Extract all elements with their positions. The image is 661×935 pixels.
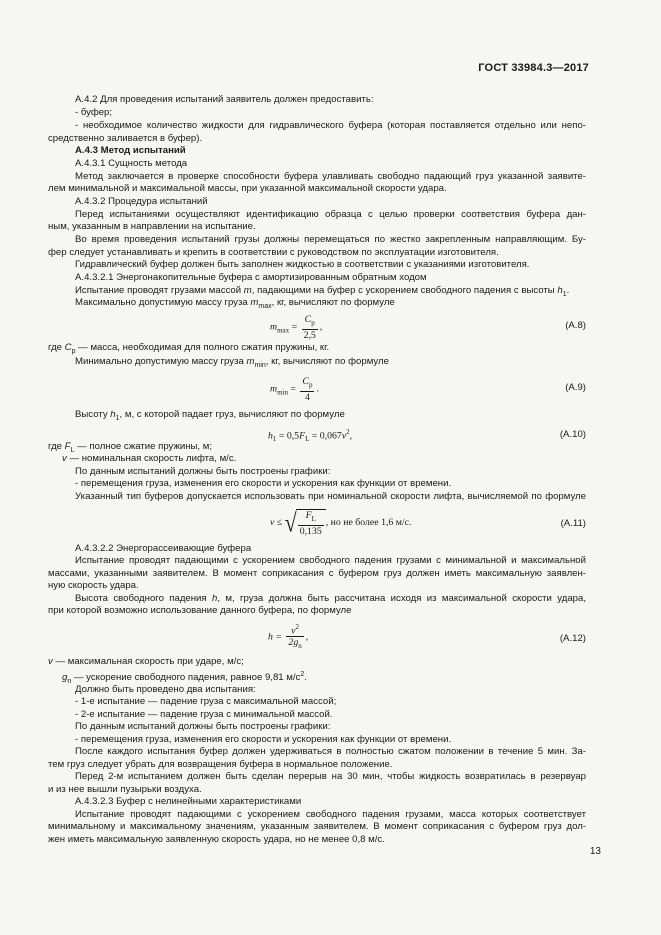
- equation-number: (А.8): [565, 320, 586, 331]
- text-line: массами, указанными заявителем. В момент соприкасания с буфером груз должен иметь максимальную заявлен-: [48, 568, 586, 579]
- page-number: 13: [589, 846, 601, 857]
- equation-a8: $m_{max}$ = $\frac{C_p}{2,5}$ ,: [270, 314, 323, 341]
- text-line: - 2-е испытание — падение груза с минимальной массой.: [75, 709, 333, 720]
- text-line: Максимально допустимую массу груза $m_{max}$, кг, вычисляют по формуле: [75, 297, 395, 310]
- text-line: v — номинальная скорость лифта, м/с.: [62, 453, 237, 464]
- equation-a9: $m_{min}$ = $\frac{C_p}{4}$ .: [270, 376, 319, 403]
- text-line: - буфер;: [75, 107, 113, 118]
- text-line: - перемещения груза, изменения его скорости и ускорения как функции от времени.: [75, 734, 452, 745]
- text-line: $g_n$ — ускорение свободного падения, равное 9,81 $м/с^2$.: [62, 671, 307, 686]
- text-line: Испытание проводят падающими с ускорением свободного падения грузами с минимальной и максимальной: [75, 555, 586, 566]
- text-line: Указанный тип буферов допускается использовать при номинальной скорости лифта, вычисляемой по формуле: [75, 491, 586, 502]
- text-line: где $F_L$ — полное сжатие пружины, м;: [48, 441, 213, 454]
- text-line: - 1-е испытание — падение груза с максимальной массой;: [75, 696, 337, 707]
- subsection-heading: А.4.3.2.2 Энергорассеивающие буфера: [75, 543, 252, 554]
- text-line: Испытание проводят грузами массой m, падающими на буфер с ускорением свободного падения с высоты $h_1$.: [75, 285, 570, 298]
- text-line: - необходимое количество жидкости для гидравлического буфера (которая поставляется отдельно или непо-: [75, 120, 586, 131]
- text-line: тем груз следует убрать для возвращения буфера в нормальное положение.: [48, 759, 393, 770]
- equation-a12: h = $\frac{v^2}{2g_n}$ ,: [268, 623, 309, 651]
- text-line: минимальному и максимальному значениям, указанным заявителем. В момент соприкасания с буфером груз дол-: [48, 821, 586, 832]
- text-line: где $C_p$ — масса, необходимая для полного сжатия пружины, кг.: [48, 342, 330, 355]
- text-line: Минимально допустимую массу груза $m_{min}$, кг, вычисляют по формуле: [75, 356, 389, 369]
- equation-a11: v ≤ √ $\frac{F_L}{0,135}$ , но не более 1,6 м/с.: [270, 507, 412, 538]
- subsection-heading: А.4.3.2 Процедура испытаний: [75, 196, 208, 207]
- subsection-heading: А.4.3.2.1 Энергонакопительные буфера с амортизированным обратным ходом: [75, 272, 427, 283]
- text-line: Во время проведения испытаний грузы должны перемещаться по жестко закрепленным направляющим. Бу-: [75, 234, 586, 245]
- document-header: ГОСТ 33984.3—2017: [478, 62, 589, 74]
- text-line: Высота свободного падения h, м, груза должна быть рассчитана исходя из максимальной скорости удара,: [75, 593, 586, 604]
- text-line: Испытание проводят падающими с ускорением свободного падения грузами, масса которых соответствует: [75, 809, 586, 820]
- text-line: жен иметь максимальную заявленную скорость удара, но не менее 0,8 м/с.: [48, 834, 385, 845]
- subsection-heading: А.4.3.1 Сущность метода: [75, 158, 188, 169]
- subsection-heading: А.4.3.2.3 Буфер с нелинейными характеристиками: [75, 796, 302, 807]
- text-line: фер следует устанавливать и крепить в соответствии с руководством по эксплуатации изготовителя.: [48, 247, 499, 258]
- text-line: А.4.2 Для проведения испытаний заявитель должен предоставить:: [75, 94, 374, 105]
- text-line: при которой возможно использование данного буфера, по формуле: [48, 605, 352, 616]
- text-line: - перемещения груза, изменения его скорости и ускорения как функции от времени.: [75, 478, 452, 489]
- text-line: Гидравлический буфер должен быть заполнен жидкостью в соответствии с указаниями изготовителя.: [75, 259, 530, 270]
- text-line: После каждого испытания буфер должен удерживаться в полностью сжатом положении в течение 5 мин. За-: [75, 746, 586, 757]
- equation-a10: $h_1 = 0,5F_L = 0,067v^2$,: [268, 428, 353, 444]
- text-line: По данным испытаний должны быть построены графики:: [75, 721, 331, 732]
- equation-number: (А.9): [565, 382, 586, 393]
- equation-number: (А.12): [559, 633, 586, 644]
- text-line: средственно заливается в буфер).: [48, 133, 203, 144]
- text-line: и из нее вышли пузырьки воздуха.: [48, 784, 202, 795]
- text-line: Перед испытаниями осуществляют идентификацию образца с целью проверки соответствия буфера дан-: [75, 209, 586, 220]
- section-heading: А.4.3 Метод испытаний: [75, 145, 186, 156]
- text-line: лем минимальной и максимальной массы, при указанной максимальной скорости удара.: [48, 183, 447, 194]
- text-line: Перед 2-м испытанием должен быть сделан перерыв на 30 мин, чтобы жидкость возвратилась в резервуар: [75, 771, 586, 782]
- text-line: Метод заключается в проверке способности буфера улавливать свободно падающий груз указанной заявите-: [75, 171, 586, 182]
- text-line: Высоту $h_1$, м, с которой падает груз, вычисляют по формуле: [75, 409, 345, 422]
- text-line: Должно быть проведено два испытания:: [75, 684, 256, 695]
- text-line: По данным испытаний должны быть построены графики:: [75, 466, 331, 477]
- equation-number: (А.11): [560, 518, 586, 529]
- text-line: v — максимальная скорость при ударе, м/с;: [48, 656, 244, 667]
- text-line: ным, указанным в направлении на испытание.: [48, 221, 256, 232]
- equation-number: (А.10): [559, 429, 586, 440]
- text-line: ную скорость удара.: [48, 580, 139, 591]
